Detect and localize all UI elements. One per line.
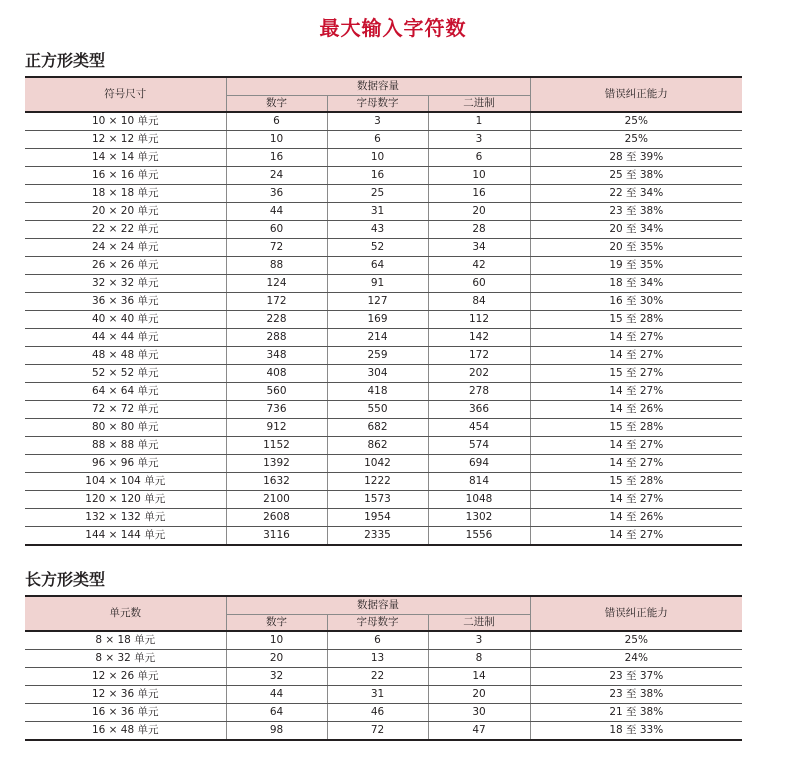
cell-alnum: 6 — [327, 131, 428, 149]
cell-binary: 10 — [428, 167, 530, 185]
cell-binary: 112 — [428, 311, 530, 329]
table-row — [25, 149, 742, 167]
cell-alnum: 259 — [327, 347, 428, 365]
cell-alnum: 127 — [327, 293, 428, 311]
cell-ecc: 25% — [530, 112, 742, 131]
col-header-ecc: 错误纠正能力 — [530, 596, 742, 631]
cell-numeric: 2608 — [226, 509, 327, 527]
cell-ecc: 25 至 38% — [530, 167, 742, 185]
cell-size: 40 × 40 单元 — [25, 311, 226, 329]
cell-binary: 142 — [428, 329, 530, 347]
cell-alnum: 10 — [327, 149, 428, 167]
table-row — [25, 704, 742, 722]
table-row — [25, 112, 742, 131]
cell-numeric: 88 — [226, 257, 327, 275]
cell-numeric: 288 — [226, 329, 327, 347]
cell-alnum: 16 — [327, 167, 428, 185]
cell-ecc: 20 至 34% — [530, 221, 742, 239]
cell-size: 144 × 144 单元 — [25, 527, 226, 546]
table-row — [25, 668, 742, 686]
cell-numeric: 10 — [226, 131, 327, 149]
cell-ecc: 15 至 28% — [530, 311, 742, 329]
cell-numeric: 124 — [226, 275, 327, 293]
cell-ecc: 20 至 35% — [530, 239, 742, 257]
cell-numeric: 560 — [226, 383, 327, 401]
table-row — [25, 239, 742, 257]
cell-ecc: 28 至 39% — [530, 149, 742, 167]
cell-alnum: 169 — [327, 311, 428, 329]
cell-numeric: 10 — [226, 631, 327, 650]
cell-binary: 16 — [428, 185, 530, 203]
cell-numeric: 912 — [226, 419, 327, 437]
cell-numeric: 6 — [226, 112, 327, 131]
cell-size: 80 × 80 单元 — [25, 419, 226, 437]
cell-ecc: 14 至 27% — [530, 491, 742, 509]
cell-size: 88 × 88 单元 — [25, 437, 226, 455]
table-row — [25, 491, 742, 509]
cell-numeric: 172 — [226, 293, 327, 311]
square-table — [25, 76, 742, 546]
cell-numeric: 64 — [226, 704, 327, 722]
cell-size: 52 × 52 单元 — [25, 365, 226, 383]
cell-numeric: 72 — [226, 239, 327, 257]
col-header-binary: 二进制 — [428, 615, 530, 632]
cell-alnum: 6 — [327, 631, 428, 650]
cell-ecc: 25% — [530, 631, 742, 650]
cell-size: 16 × 36 单元 — [25, 704, 226, 722]
cell-alnum: 550 — [327, 401, 428, 419]
cell-numeric: 736 — [226, 401, 327, 419]
cell-ecc: 14 至 27% — [530, 455, 742, 473]
square-section-heading: 正方形类型 — [25, 51, 106, 70]
col-header-capacity: 数据容量 — [226, 77, 530, 96]
table-row — [25, 509, 742, 527]
cell-alnum: 31 — [327, 686, 428, 704]
cell-size: 12 × 26 单元 — [25, 668, 226, 686]
cell-binary: 14 — [428, 668, 530, 686]
cell-numeric: 1632 — [226, 473, 327, 491]
table-row — [25, 275, 742, 293]
cell-ecc: 14 至 27% — [530, 347, 742, 365]
cell-alnum: 3 — [327, 112, 428, 131]
cell-size: 12 × 12 单元 — [25, 131, 226, 149]
cell-binary: 1556 — [428, 527, 530, 546]
cell-size: 18 × 18 单元 — [25, 185, 226, 203]
cell-ecc: 24% — [530, 650, 742, 668]
cell-binary: 3 — [428, 631, 530, 650]
cell-binary: 574 — [428, 437, 530, 455]
table-row — [25, 167, 742, 185]
cell-ecc: 16 至 30% — [530, 293, 742, 311]
cell-size: 104 × 104 单元 — [25, 473, 226, 491]
cell-size: 10 × 10 单元 — [25, 112, 226, 131]
cell-ecc: 14 至 27% — [530, 329, 742, 347]
cell-alnum: 43 — [327, 221, 428, 239]
col-header-numeric: 数字 — [226, 615, 327, 632]
cell-binary: 8 — [428, 650, 530, 668]
cell-size: 16 × 48 单元 — [25, 722, 226, 741]
cell-ecc: 14 至 27% — [530, 437, 742, 455]
table-row — [25, 455, 742, 473]
cell-alnum: 214 — [327, 329, 428, 347]
table-row — [25, 722, 742, 741]
cell-ecc: 14 至 27% — [530, 527, 742, 546]
table-row — [25, 257, 742, 275]
cell-alnum: 91 — [327, 275, 428, 293]
cell-numeric: 98 — [226, 722, 327, 741]
col-header-binary: 二进制 — [428, 96, 530, 113]
cell-binary: 84 — [428, 293, 530, 311]
table-row — [25, 293, 742, 311]
cell-binary: 694 — [428, 455, 530, 473]
cell-size: 32 × 32 单元 — [25, 275, 226, 293]
table-row — [25, 365, 742, 383]
cell-size: 22 × 22 单元 — [25, 221, 226, 239]
cell-ecc: 14 至 27% — [530, 383, 742, 401]
cell-size: 44 × 44 单元 — [25, 329, 226, 347]
cell-ecc: 15 至 27% — [530, 365, 742, 383]
cell-numeric: 44 — [226, 686, 327, 704]
cell-alnum: 304 — [327, 365, 428, 383]
cell-size: 8 × 18 单元 — [25, 631, 226, 650]
cell-binary: 1 — [428, 112, 530, 131]
table-row — [25, 631, 742, 650]
cell-binary: 47 — [428, 722, 530, 741]
col-header-capacity: 数据容量 — [226, 596, 530, 615]
cell-alnum: 1954 — [327, 509, 428, 527]
cell-size: 26 × 26 单元 — [25, 257, 226, 275]
table-row — [25, 686, 742, 704]
cell-alnum: 1222 — [327, 473, 428, 491]
cell-size: 120 × 120 单元 — [25, 491, 226, 509]
cell-numeric: 20 — [226, 650, 327, 668]
cell-binary: 28 — [428, 221, 530, 239]
table-row — [25, 329, 742, 347]
cell-binary: 20 — [428, 686, 530, 704]
table-row — [25, 347, 742, 365]
cell-ecc: 22 至 34% — [530, 185, 742, 203]
cell-numeric: 2100 — [226, 491, 327, 509]
cell-binary: 454 — [428, 419, 530, 437]
cell-ecc: 21 至 38% — [530, 704, 742, 722]
cell-numeric: 60 — [226, 221, 327, 239]
cell-alnum: 22 — [327, 668, 428, 686]
cell-alnum: 64 — [327, 257, 428, 275]
col-header-ecc: 错误纠正能力 — [530, 77, 742, 112]
cell-alnum: 72 — [327, 722, 428, 741]
cell-numeric: 36 — [226, 185, 327, 203]
cell-alnum: 13 — [327, 650, 428, 668]
rect-section-heading: 长方形类型 — [25, 570, 106, 589]
cell-size: 64 × 64 单元 — [25, 383, 226, 401]
cell-numeric: 24 — [226, 167, 327, 185]
table-row — [25, 203, 742, 221]
table-row — [25, 527, 742, 546]
col-header-size: 符号尺寸 — [25, 77, 226, 112]
table-row — [25, 650, 742, 668]
cell-numeric: 44 — [226, 203, 327, 221]
cell-numeric: 1392 — [226, 455, 327, 473]
cell-alnum: 682 — [327, 419, 428, 437]
cell-numeric: 408 — [226, 365, 327, 383]
table-row — [25, 437, 742, 455]
col-header-size: 单元数 — [25, 596, 226, 631]
cell-alnum: 31 — [327, 203, 428, 221]
rect-table — [25, 595, 742, 741]
cell-size: 96 × 96 单元 — [25, 455, 226, 473]
cell-size: 12 × 36 单元 — [25, 686, 226, 704]
table-row — [25, 473, 742, 491]
cell-ecc: 14 至 26% — [530, 509, 742, 527]
cell-size: 72 × 72 单元 — [25, 401, 226, 419]
cell-alnum: 1573 — [327, 491, 428, 509]
cell-size: 8 × 32 单元 — [25, 650, 226, 668]
cell-binary: 6 — [428, 149, 530, 167]
cell-size: 132 × 132 单元 — [25, 509, 226, 527]
cell-ecc: 19 至 35% — [530, 257, 742, 275]
col-header-alnum: 字母数字 — [327, 96, 428, 113]
cell-size: 36 × 36 单元 — [25, 293, 226, 311]
cell-alnum: 46 — [327, 704, 428, 722]
cell-binary: 30 — [428, 704, 530, 722]
cell-size: 20 × 20 单元 — [25, 203, 226, 221]
cell-ecc: 15 至 28% — [530, 419, 742, 437]
cell-ecc: 23 至 38% — [530, 203, 742, 221]
table-row — [25, 311, 742, 329]
table-row — [25, 131, 742, 149]
cell-binary: 34 — [428, 239, 530, 257]
cell-binary: 1048 — [428, 491, 530, 509]
cell-alnum: 418 — [327, 383, 428, 401]
cell-numeric: 32 — [226, 668, 327, 686]
cell-binary: 814 — [428, 473, 530, 491]
cell-binary: 202 — [428, 365, 530, 383]
cell-alnum: 25 — [327, 185, 428, 203]
table-row — [25, 419, 742, 437]
table-row — [25, 221, 742, 239]
cell-size: 16 × 16 单元 — [25, 167, 226, 185]
cell-binary: 1302 — [428, 509, 530, 527]
cell-ecc: 18 至 34% — [530, 275, 742, 293]
cell-alnum: 862 — [327, 437, 428, 455]
col-header-alnum: 字母数字 — [327, 615, 428, 632]
cell-numeric: 228 — [226, 311, 327, 329]
cell-ecc: 23 至 37% — [530, 668, 742, 686]
cell-binary: 278 — [428, 383, 530, 401]
table-row — [25, 383, 742, 401]
cell-binary: 20 — [428, 203, 530, 221]
cell-ecc: 25% — [530, 131, 742, 149]
cell-ecc: 15 至 28% — [530, 473, 742, 491]
page-title: 最大输入字符数 — [319, 16, 467, 40]
table-row — [25, 185, 742, 203]
cell-alnum: 2335 — [327, 527, 428, 546]
table-row — [25, 401, 742, 419]
cell-numeric: 3116 — [226, 527, 327, 546]
cell-ecc: 14 至 26% — [530, 401, 742, 419]
cell-ecc: 18 至 33% — [530, 722, 742, 741]
cell-size: 48 × 48 单元 — [25, 347, 226, 365]
cell-binary: 366 — [428, 401, 530, 419]
cell-alnum: 1042 — [327, 455, 428, 473]
col-header-numeric: 数字 — [226, 96, 327, 113]
cell-size: 24 × 24 单元 — [25, 239, 226, 257]
cell-numeric: 348 — [226, 347, 327, 365]
cell-size: 14 × 14 单元 — [25, 149, 226, 167]
cell-numeric: 16 — [226, 149, 327, 167]
cell-binary: 172 — [428, 347, 530, 365]
cell-ecc: 23 至 38% — [530, 686, 742, 704]
cell-alnum: 52 — [327, 239, 428, 257]
cell-binary: 42 — [428, 257, 530, 275]
cell-binary: 60 — [428, 275, 530, 293]
cell-binary: 3 — [428, 131, 530, 149]
cell-numeric: 1152 — [226, 437, 327, 455]
